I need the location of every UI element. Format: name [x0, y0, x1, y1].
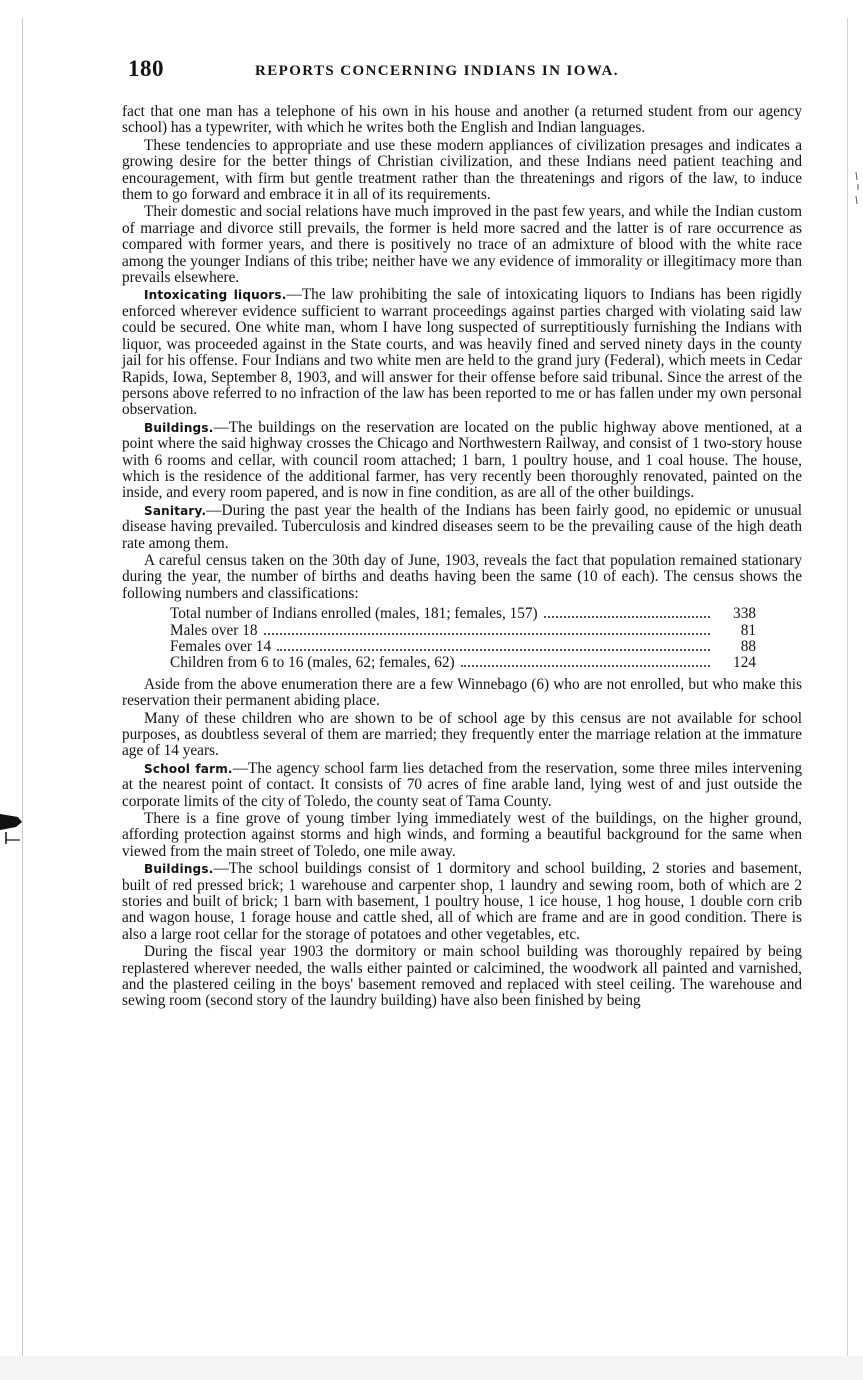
page-number: 180: [128, 56, 164, 81]
census-label: Total number of Indians enrolled (males, 181; females, 157): [170, 605, 538, 623]
paragraph-school-farm: [122, 761, 802, 810]
paragraph-continued: fact that one man has a telephone of his own in his house and another (a returned student from our agency school) has a typewriter, with which he writes both the English and Indian languages.: [122, 103, 802, 137]
paragraph-text: —The agency school farm lies detached from the reservation, some three miles intervening at the nearest point of contact. It consists of 70 acres of fine arable land, lying west of and just outside the corporate limits of the city of Toledo, the county seat of Tama County.: [122, 759, 803, 810]
paragraph-sanitary: [122, 503, 802, 552]
paragraph-text: —The law prohibiting the sale of intoxicating liquors to Indians has been rigidly enforced wherever evidence sufficient to warrant proceedings against parties charged with violating said law could be secured. One white man, whom I have long suspected of surreptitiously furnishing the Indians with liquor, was proceeded against in the State courts, and was heavily fined and served ninety days in the county jail for his offense. Four Indians and two white men are held to the grand jury (Federal), which meets in Cedar Rapids, Iowa, September 8, 1903, and will answer for their offense before said tribunal. Since the arrest of the persons above referred to no infraction of the law has been reported to me or has fallen under my own personal observation.: [122, 286, 802, 419]
paragraph-text: —During the past year the health of the Indians has been fairly good, no epidemic or unusual disease having prevailed. Tuberculosis and kindred diseases seem to be the prevailing cause of the high death rate among them.: [122, 501, 802, 552]
page-body: [122, 104, 802, 1011]
paragraph-text: —The school buildings consist of 1 dormitory and school building, 2 stories and basement, built of red pressed brick; 1 warehouse and carpenter shop, 1 laundry and sewing room, both of which are 2 stories and built of brick; 1 barn with basement, 1 poultry house, 1 ice house, 1 hog house, 1 double corn crib and wagon house, 1 forage house and cattle shed, all of which are frame and are in good condition. There is also a large root cellar for the storage of potatoes and other vegetables, etc.: [122, 860, 802, 943]
paragraph-repairs: During the fiscal year 1903 the dormitory or main school building was thoroughly repaired by being replastered wherever needed, the walls either painted or calcimined, the woodwork all painted and varnished, and the plastered ceiling in the boys' basement removed and replaced with steel ceiling. The warehouse and sewing room (second story of the laundry building) have also been finished by being: [122, 943, 802, 1010]
census-value: 338: [733, 605, 756, 623]
census-row: [170, 655, 756, 671]
running-head: REPORTS CONCERNING INDIANS IN IOWA.: [255, 63, 619, 79]
paragraph-buildings: [122, 420, 802, 502]
census-row: [170, 623, 756, 639]
edge-specks: [852, 170, 863, 220]
paragraph-domestic-relations: Their domestic and social relations have much improved in the past few years, and while the Indian custom of marriage and divorce still prevails, the former is held more sacred and the latter is of rare occurrence as compared with former years, and there is positively no trace of an admixture of blood with the white race among the younger Indians of this tribe; neither have we any evidence of immorality or illegitimacy more than prevails elsewhere.: [122, 203, 802, 287]
paragraph-text: —The buildings on the reservation are located on the public highway above mentioned, at a point where the said highway crosses the Chicago and Northwestern Railway, and consist of 1 two-story house with 6 rooms and cellar, with council room attached; 1 barn, 1 poultry house, and 1 coal house. The house, which is the residence of the additional farmer, has very recently been thoroughly renovated, painted on the inside, and every room papered, and is now in fine condition, as are all of the other buildings.: [122, 418, 802, 502]
leader-dots: [544, 616, 710, 618]
paragraph-census-intro: A careful census taken on the 30th day of June, 1903, reveals the fact that population remained stationary during the year, the number of births and deaths having been the same (10 of each). The census shows the following numbers and classifications:: [122, 551, 802, 602]
scan-bottom-band: [0, 1356, 863, 1380]
census-label: Females over 14: [170, 637, 272, 655]
paragraph-winnebago: Aside from the above enumeration there are a few Winnebago (6) who are not enrolled, but who make this reservation their permanent abiding place.: [122, 675, 802, 710]
side-heading: Intoxicating liquors.: [144, 288, 287, 303]
paragraph-timber-grove: There is a fine grove of young timber lying immediately west of the buildings, on the higher ground, affording protection against storms and high winds, and forming a beautiful background for the same when viewed from the main street of Toledo, one mile away.: [122, 810, 802, 860]
side-heading: Buildings.: [144, 420, 214, 435]
leader-dots: [264, 633, 710, 635]
census-table: [170, 606, 756, 672]
census-value: 124: [733, 654, 756, 672]
side-heading: School farm.: [144, 761, 233, 776]
leader-dots: [277, 649, 710, 651]
paragraph-school-buildings: [122, 861, 802, 943]
side-heading: Sanitary.: [144, 503, 207, 518]
paragraph-school-age: Many of these children who are shown to be of school age by this census are not available for school purposes, as doubtless several of them are married; they frequently enter the marriage relation at the immature age of 14 years.: [122, 709, 802, 760]
census-label: Males over 18: [170, 621, 258, 639]
margin-ink-mark: [0, 806, 26, 846]
census-value: 81: [740, 621, 756, 639]
leader-dots: [461, 665, 710, 667]
page-header: [128, 56, 806, 84]
census-row: [170, 639, 756, 655]
census-label: Children from 6 to 16 (males, 62; females, 62): [170, 654, 455, 672]
side-heading: Buildings.: [144, 862, 214, 877]
paragraph-intoxicating-liquors: [122, 287, 802, 418]
census-value: 88: [740, 637, 756, 655]
census-row: [170, 606, 756, 622]
paragraph-civilization: These tendencies to appropriate and use these modern appliances of civilization presages and indicates a growing desire for the better things of Christian civilization, and these Indians need patient teaching and encouragement, with firm but gentle treatment rather than the threatenings and rigors of the law, to induce them to go forward and embrace it in all of its requirements.: [122, 136, 802, 204]
